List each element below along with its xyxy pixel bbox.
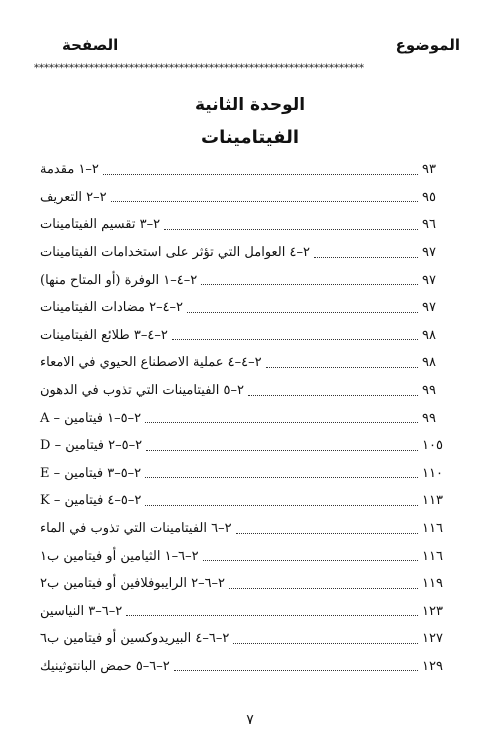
dot-leader [145,476,418,478]
toc-header [62,36,460,60]
dot-leader [164,228,418,230]
toc-entry [40,184,460,212]
toc-entry-page: ١٢٣ [422,603,443,619]
toc-entry-page: ٩٨ [422,355,436,371]
dot-leader [314,256,418,258]
toc-entry [40,542,460,570]
toc-entry-page: ٩٧ [422,300,436,316]
dot-leader [126,614,418,616]
toc-entry [40,156,460,184]
toc-entry [40,487,460,515]
dot-leader [174,669,418,671]
toc-entry [40,239,460,267]
toc-entry-text: ٢–٥–١ فيتامين – A [40,410,142,426]
toc-entry-text: ٢–٤–٣ طلائع الفيتامينات [40,327,168,343]
dot-leader [111,200,418,202]
toc-entry-page: ٩٧ [422,272,436,288]
toc-entry-text: ٢–٤ العوامل التي تؤثر على استخدامات الفيتامينات [40,245,310,261]
toc-list [40,156,460,680]
toc-entry-text: ٢–٦–٢ الرايبوفلافين أو فيتامين ب٢ [40,576,226,592]
toc-entry-page: ١٢٧ [422,631,443,647]
dot-leader [103,173,418,175]
dot-leader [146,449,418,451]
dot-leader [236,532,418,534]
toc-entry [40,598,460,626]
toc-entry [40,625,460,653]
toc-entry-page: ١٢٩ [422,658,443,674]
toc-entry-text: ٢–٥–٤ فيتامين – K [40,493,142,509]
toc-entry [40,404,460,432]
toc-entry-page: ١١٠ [422,465,443,481]
dot-leader [201,283,418,285]
toc-entry-text: ٢–٥ الفيتامينات التي تذوب في الدهون [40,383,244,399]
dot-leader [187,311,418,313]
toc-entry [40,515,460,543]
toc-entry-text: ٢–٤–١ الوفرة (أو المتاح منها) [40,272,198,288]
toc-entry-page: ٩٦ [422,217,436,233]
dot-leader [145,421,418,423]
toc-entry-text: ٢–٦ الفيتامينات التي تذوب في الماء [40,521,232,537]
toc-entry [40,349,460,377]
topic-column-heading: الموضوع [395,36,460,54]
toc-entry [40,211,460,239]
toc-entry-text: ٢–٥–٣ فيتامين – E [40,465,142,481]
toc-entry [40,294,460,322]
dot-leader [248,394,418,396]
toc-entry-text: ٢–٢ التعريف [40,189,107,205]
dot-leader [229,587,418,589]
star-divider: ****************************************************************** [34,63,364,74]
toc-entry-text: ٢–٦–٥ حمض البانتوثينيك [40,658,170,674]
toc-entry-text: ٢–٦–٤ البيريدوكسين أو فيتامين ب٦ [40,631,230,647]
toc-entry-page: ١١٣ [422,493,443,509]
toc-entry-page: ١١٦ [422,548,443,564]
dot-leader [203,559,418,561]
toc-entry [40,266,460,294]
toc-entry [40,570,460,598]
page-number: ٧ [246,712,254,728]
toc-entry [40,377,460,405]
toc-entry [40,432,460,460]
dot-leader [172,338,418,340]
toc-entry-page: ١٠٥ [422,438,443,454]
dot-leader [145,504,418,506]
chapter-title: الفيتامينات [200,127,300,148]
toc-entry-page: ٩٧ [422,245,436,261]
toc-entry-page: ٩٩ [422,383,436,399]
toc-entry-page: ٩٣ [422,162,436,178]
dot-leader [266,366,418,368]
toc-entry [40,322,460,350]
toc-entry-text: ٢–٣ تقسيم الفيتامينات [40,217,161,233]
toc-entry-page: ١١٦ [422,521,443,537]
toc-entry-text: ٢–٦–١ الثيامين أو فيتامين ب١ [40,548,199,564]
toc-entry [40,653,460,681]
toc-entry-page: ١١٩ [422,576,443,592]
unit-heading: الوحدة الثانية [194,95,306,115]
dot-leader [233,642,418,644]
toc-entry-page: ٩٨ [422,327,436,343]
toc-entry [40,460,460,488]
toc-entry-text: ٢–٥–٢ فيتامين – D [40,438,143,454]
toc-entry-text: ٢–٤–٢ مضادات الفيتامينات [40,300,184,316]
toc-entry-page: ٩٥ [422,189,436,205]
toc-entry-text: ٢–١ مقدمة [40,162,99,178]
toc-entry-text: ٢–٤–٤ عملية الاصطناع الحيوي في الامعاء [40,355,262,371]
page-column-heading: الصفحة [62,36,119,54]
toc-entry-text: ٢–٦–٣ النياسين [40,603,123,619]
toc-entry-page: ٩٩ [422,410,436,426]
